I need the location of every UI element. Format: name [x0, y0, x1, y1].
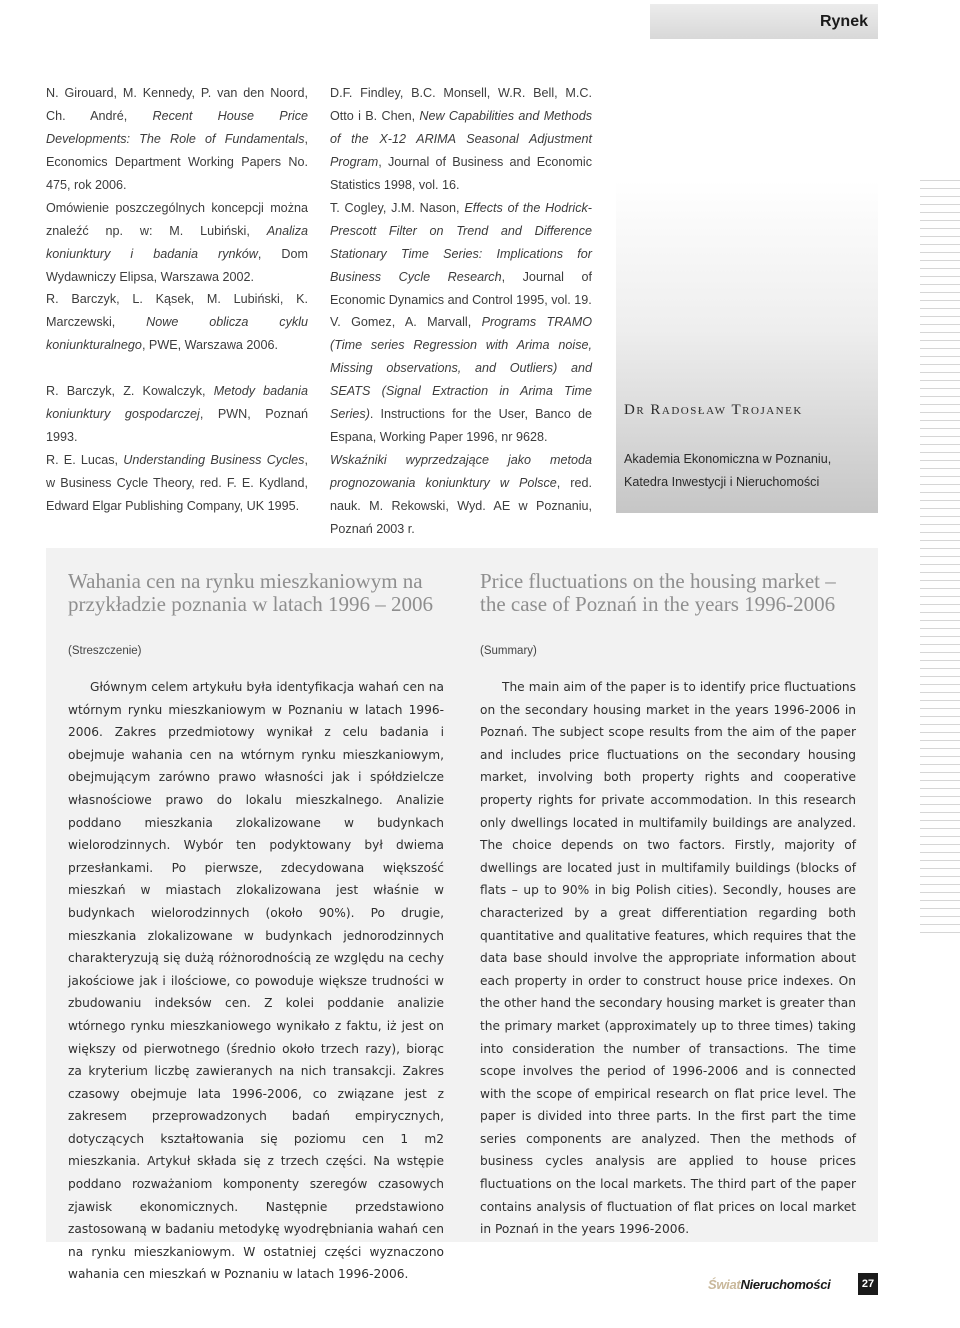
summary-pl-text: Głównym celem artykułu była identyfikacja wahań cen na wtórnym rynku mieszkaniowym w Poznaniu w latach 1996-2006. Zakres przedmiotowy wynikał z celu badania i obejmuje wahania cen na wtórnym rynku mieszkaniowym, obejmującym zarówno prawo własności jak i spółdzielcze własnościowe prawo do lokalu mieszkalnego. Analizie poddano mieszkania zlokalizowane w budynkach wielorodzinnych. Wybór ten podyktowany był dwiema przesłankami. Po pierwsze, zdecydowana większość mieszkań w miastach zlokalizowana jest właśnie w budynkach wielorodzinnych (około 90%). Po drugie, mieszkania zlokalizowane w budynkach jednorodzinnych charakteryzują się dużą różnorodnością ze względu na cechy jakościowe jak i ilościowe, co powoduje większe trudności w zbudowaniu indeksów cen. Z kolei poddanie analizie wtórnego rynku mieszkaniowego wynikało z faktu, iż jest on większy od pierwotnego (średnio około trzech razy), biorąc za kryterium liczbę zawieranych na nich transakcji. Zakres czasowy obejmuje lata 1996-2006, co związane jest z zakresem przeprowadzonych badań empirycznych, dotyczących kształtowania się poziomu cen 1 m2 mieszkania. Artykuł składa się z trzech części. Na wstępie poddano rozważaniom komponenty szeregów czasowych zjawisk ekonomicznych. Następnie przedstawiono zastosowaną w badaniu metodykę wyodrębniania wahań cen na rynku mieszkaniowym. W ostatniej części wyznaczono wahania cen mieszkań w Poznaniu w latach 1996-2006.	[68, 680, 444, 1282]
affiliation-line: Akademia Ekonomiczna w Poznaniu,	[624, 452, 832, 466]
author-name: Dr Radosław Trojanek	[624, 402, 803, 418]
reference-item: R. Barczyk, Z. Kowalczyk, Metody badania koniunktury gospodarczej, PWN, Poznań 1993.	[46, 384, 308, 444]
author-affiliation	[624, 448, 831, 494]
decorative-stripes	[920, 180, 960, 940]
summary-en-text: The main aim of the paper is to identify price fluctuations on the secondary housing market in the years 1996-2006 in Poznań. The subject scope results from the aim of the paper and includes price fluctuations on the secondary housing market, involving both property rights and cooperative property rights for private accommodation. In this research only dwellings located in multifamily buildings are analyzed. The choice depends on two factors. Firstly, majority of dwellings are located just in multifamily buildings (blocks of flats – up to 90% in big Polish cities). Secondly, houses are characterized by a great differentiation regarding both quantitative and qualitative features, which requires that the data base should involve the appropriate information about each property in order to construct house price indexes. On the other hand the secondary housing market is greater than the primary market (approximately up to three times) taking into consideration the number of transactions. The time scope involves the period of 1996-2006 and is connected with the scope of empirical research on flat price level. The paper is divided into three parts. In the first part the time series components are analyzed. Then the methods of business cycles analysis are applied to house prices fluctuations on the local markets. The third part of the paper contains analysis of fluctuation of flat prices on local market in Poznań in the years 1996-2006.	[480, 680, 856, 1237]
affiliation-line: Katedra Inwestycji i Nieruchomości	[624, 475, 820, 489]
magazine-logo	[708, 1277, 830, 1292]
summary-pl-label: (Streszczenie)	[68, 645, 142, 657]
summary-box	[46, 548, 878, 1282]
section-title: Rynek	[819, 12, 868, 30]
reference-item: R. Barczyk, L. Kąsek, M. Lubiński, K. Marczewski, Nowe oblicza cyklu koniunkturalnego, PWE, Warszawa 2006.	[46, 292, 308, 352]
reference-item: Wskaźniki wyprzedzające jako metoda prognozowania koniunktury w Polsce, red. nauk. M. Rekowski, Wyd. AE w Poznaniu, Poznań 2003 r.	[330, 453, 592, 536]
reference-item: T. Cogley, J.M. Nason, Effects of the Hodrick-Prescott Filter on Trend and Difference Stationary Time Series: Implications for Business Cycle Research, Journal of Economic Dynamics and Control 1995, vol. 19.	[330, 201, 592, 307]
summary-en-label: (Summary)	[480, 645, 537, 657]
reference-item: N. Girouard, M. Kennedy, P. van den Noord, Ch. André, Recent House Price Developments: The Role of Fundamentals, Economics Department Working Papers No. 475, rok 2006.	[46, 86, 308, 192]
reference-item: V. Gomez, A. Marvall, Programs TRAMO (Time series Regression with Arima noise, Missing observations, and Outliers) and SEATS (Signal Extraction in Arima Time Series). Instructions for the User, Banco de Espana, Working Paper 1996, nr 9628.	[330, 315, 593, 444]
summary-pl-title: Wahania cen na rynku mieszkaniowym na przykładzie poznania w latach 1996 – 2006	[68, 569, 434, 616]
logo-nieruchomosci: Nieruchomości	[740, 1277, 831, 1292]
author-box	[616, 180, 878, 513]
logo-swiat: Świat	[708, 1277, 741, 1292]
reference-item: R. E. Lucas, Understanding Business Cycles, w Business Cycle Theory, red. F. E. Kydland, Edward Elgar Publishing Company, UK 1995.	[46, 453, 308, 513]
section-tab	[650, 4, 878, 39]
reference-item: Omówienie poszczególnych koncepcji można znaleźć np. w: M. Lubiński, Analiza koniunktury i badania rynków, Dom Wydawniczy Elipsa, Warszawa 2002.	[46, 201, 308, 284]
reference-item: D.F. Findley, B.C. Monsell, W.R. Bell, M.C. Otto i B. Chen, New Capabilities and Methods of the X-12 ARIMA Seasonal Adjustment Program, Journal of Business and Economic Statistics 1998, vol. 16.	[330, 86, 592, 192]
page-number: 27	[858, 1273, 878, 1295]
summary-en-title: Price fluctuations on the housing market – the case of Poznań in the years 1996-2006	[480, 569, 836, 616]
